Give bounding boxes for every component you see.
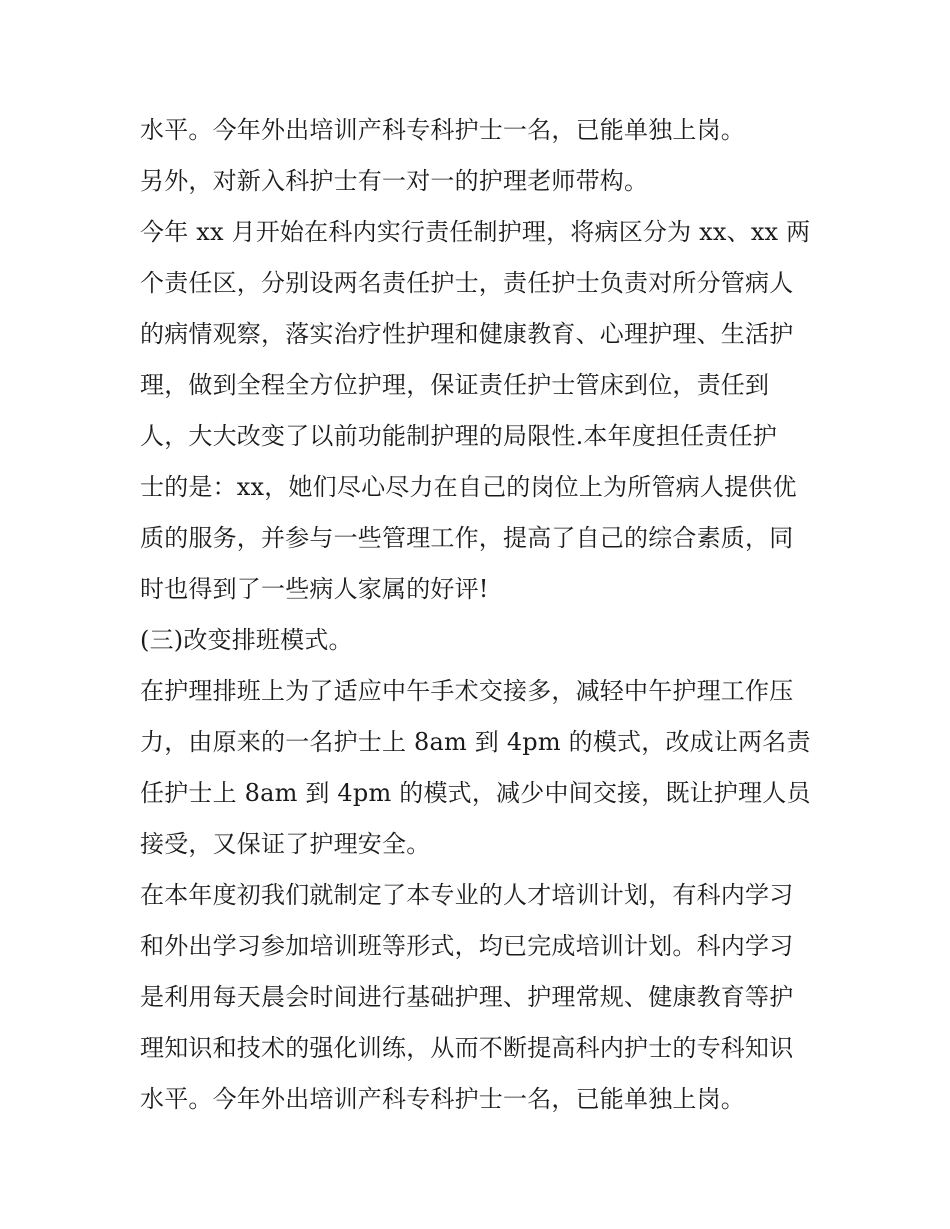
- text-line: 是利用每天晨会时间进行基础护理、护理常规、健康教育等护: [140, 983, 794, 1011]
- text-line: 士的是：xx，她们尽心尽力在自己的岗位上为所管病人提供优: [140, 473, 797, 501]
- text-line: 水平。今年外出培训产科专科护士一名，已能单独上岗。: [140, 116, 745, 144]
- text-line: 和外出学习参加培训班等形式，均已完成培训计划。科内学习: [140, 932, 794, 960]
- text-line: 力，由原来的一名护士上 8am 到 4pm 的模式，改成让两名责: [140, 728, 811, 756]
- text-line: 在本年度初我们就制定了本专业的人才培训计划，有科内学习: [140, 881, 794, 909]
- text-line: 理知识和技术的强化训练，从而不断提高科内护士的专科知识: [140, 1034, 794, 1062]
- text-line: 的病情观察，落实治疗性护理和健康教育、心理护理、生活护: [140, 320, 794, 348]
- text-line: 今年 xx 月开始在科内实行责任制护理，将病区分为 xx、xx 两: [140, 218, 811, 246]
- section-heading: (三)改变排班模式。: [140, 626, 353, 654]
- text-line: 质的服务，并参与一些管理工作，提高了自己的综合素质，同: [140, 524, 794, 552]
- body-text: [140, 108, 820, 1128]
- text-line: 个责任区，分别设两名责任护士，责任护士负责对所分管病人: [140, 269, 794, 297]
- text-line: 任护士上 8am 到 4pm 的模式，减少中间交接，既让护理人员: [140, 779, 811, 807]
- text-line: 时也得到了一些病人家属的好评!: [140, 575, 489, 603]
- text-line: 水平。今年外出培训产科专科护士一名，已能单独上岗。: [140, 1085, 745, 1113]
- text-line: 理，做到全程全方位护理，保证责任护士管床到位，责任到: [140, 371, 770, 399]
- text-line: 人，大大改变了以前功能制护理的局限性.本年度担任责任护: [140, 422, 778, 450]
- text-line: 接受，又保证了护理安全。: [140, 830, 431, 858]
- text-line: 在护理排班上为了适应中午手术交接多，减轻中午护理工作压: [140, 677, 794, 705]
- text-line: 另外，对新入科护士有一对一的护理老师带构。: [140, 167, 649, 195]
